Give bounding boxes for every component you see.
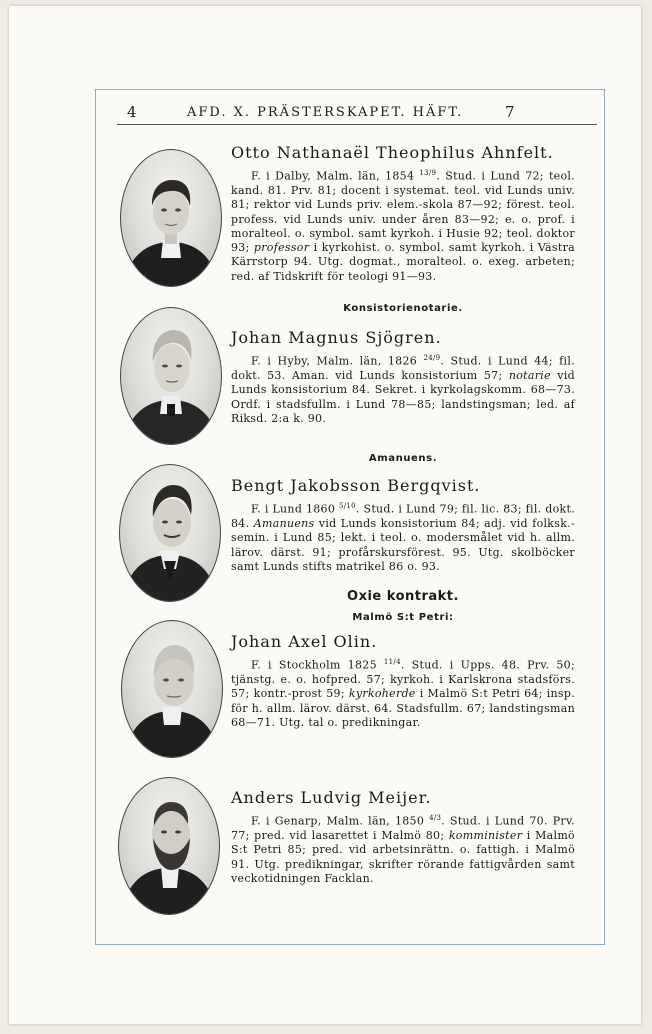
page-number: 4 — [127, 103, 137, 121]
entry-bio: F. i Genarp, Malm. län, 1850 $^{4/3}$. Stud. i Lund 70. Prv. 77; pred. vid lasarettet i Malmö 80; komminister i Malmö S:t Petri 85; pred. vid arbetsinrättn. o. fattigh. i Malmö 91. Utg. predikningar, skrifter rörande fattigvården samt veckotidningen Facklan. — [231, 814, 575, 885]
portrait-olin — [121, 620, 223, 758]
entry-bio: F. i Stockholm 1825 $^{11/4}$. Stud. i Upps. 48. Prv. 50; tjänstg. e. o. hofpred. 57; kyrkoh. i Karlskrona stadsförs. 57; kontr.-prost 59; kyrkoherde i Malmö S:t Petri 64; insp. för h. allm. lärov. därst. 64. Stadsfullm. 67; landstingsman 68—71. Utg. tal o. predikningar. — [231, 658, 575, 729]
entry-bergqvist — [231, 476, 575, 574]
entry-bio: F. i Hyby, Malm. län, 1826 $^{24/9}$. Stud. i Lund 44; fil. dokt. 53. Aman. vid Lunds konsistorium 57; notarie vid Lunds konsistorium 84. Sekret. i kyrkolagskomm. 68—73. Ordf. i stadsfullm. i Lund 78—85; landstingsman; led. af Riksd. 2:a k. 90. — [231, 354, 575, 425]
running-title: AFD. X. PRÄSTERSKAPET. HÄFT. — [187, 105, 464, 120]
section-oxie-kontrakt: Oxie kontrakt. — [347, 589, 459, 604]
section-konsistorienotarie: Konsistorienotarie. — [343, 303, 463, 314]
portrait-sjogren — [120, 307, 222, 445]
section-malmo-st-petri: Malmö S:t Petri: — [352, 612, 454, 623]
entry-name: Johan Axel Olin. — [231, 632, 378, 651]
portrait-bergqvist — [119, 464, 221, 602]
issue-number: 7 — [505, 103, 515, 121]
portrait-meijer — [118, 777, 220, 915]
page-header — [117, 100, 597, 125]
section-amanuens: Amanuens. — [368, 453, 438, 464]
entry-meijer — [231, 788, 575, 886]
portrait-ahnfelt — [120, 149, 222, 287]
entry-name: Bengt Jakobsson Bergqvist. — [231, 476, 481, 495]
entry-name: Anders Ludvig Meijer. — [231, 788, 432, 807]
entry-sjogren — [231, 328, 575, 426]
entry-name: Johan Magnus Sjögren. — [231, 328, 442, 347]
entry-bio: F. i Dalby, Malm. län, 1854 $^{13/9}$. Stud. i Lund 72; teol. kand. 81. Prv. 81; docent i systemat. teol. vid Lunds univ. 81; rektor vid Lunds priv. elem.-skola 87—92; förest. teol. profess. vid Lunds univ. under åren 83—92; e. o. prof. i moralteol. o. symbol. samt kyrkoh. i Husie 92; teol. doktor 93; professor i kyrkohist. o. symbol. samt kyrkoh. i Västra Kärrstorp 94. Utg. dogmat., moralteol. o. exeg. arbeten; red. af Tidskrift för teologi 91—93. — [231, 169, 576, 283]
entry-bio: F. i Lund 1860 $^{5/10}$. Stud. i Lund 79; fil. lic. 83; fil. dokt. 84. Amanuens vid Lunds konsistorium 84; adj. vid folksk.-semin. i Lund 85; lekt. i teol. o. modersmålet vid h. allm. lärov. därst. 91; profårskursförest. 95. Utg. skolböcker samt Lunds stifts matrikel 86 o. 93. — [231, 502, 575, 573]
entry-name: Otto Nathanaël Theophilus Ahnfelt. — [231, 143, 554, 162]
entry-ahnfelt — [231, 143, 575, 284]
entry-olin — [231, 632, 575, 730]
